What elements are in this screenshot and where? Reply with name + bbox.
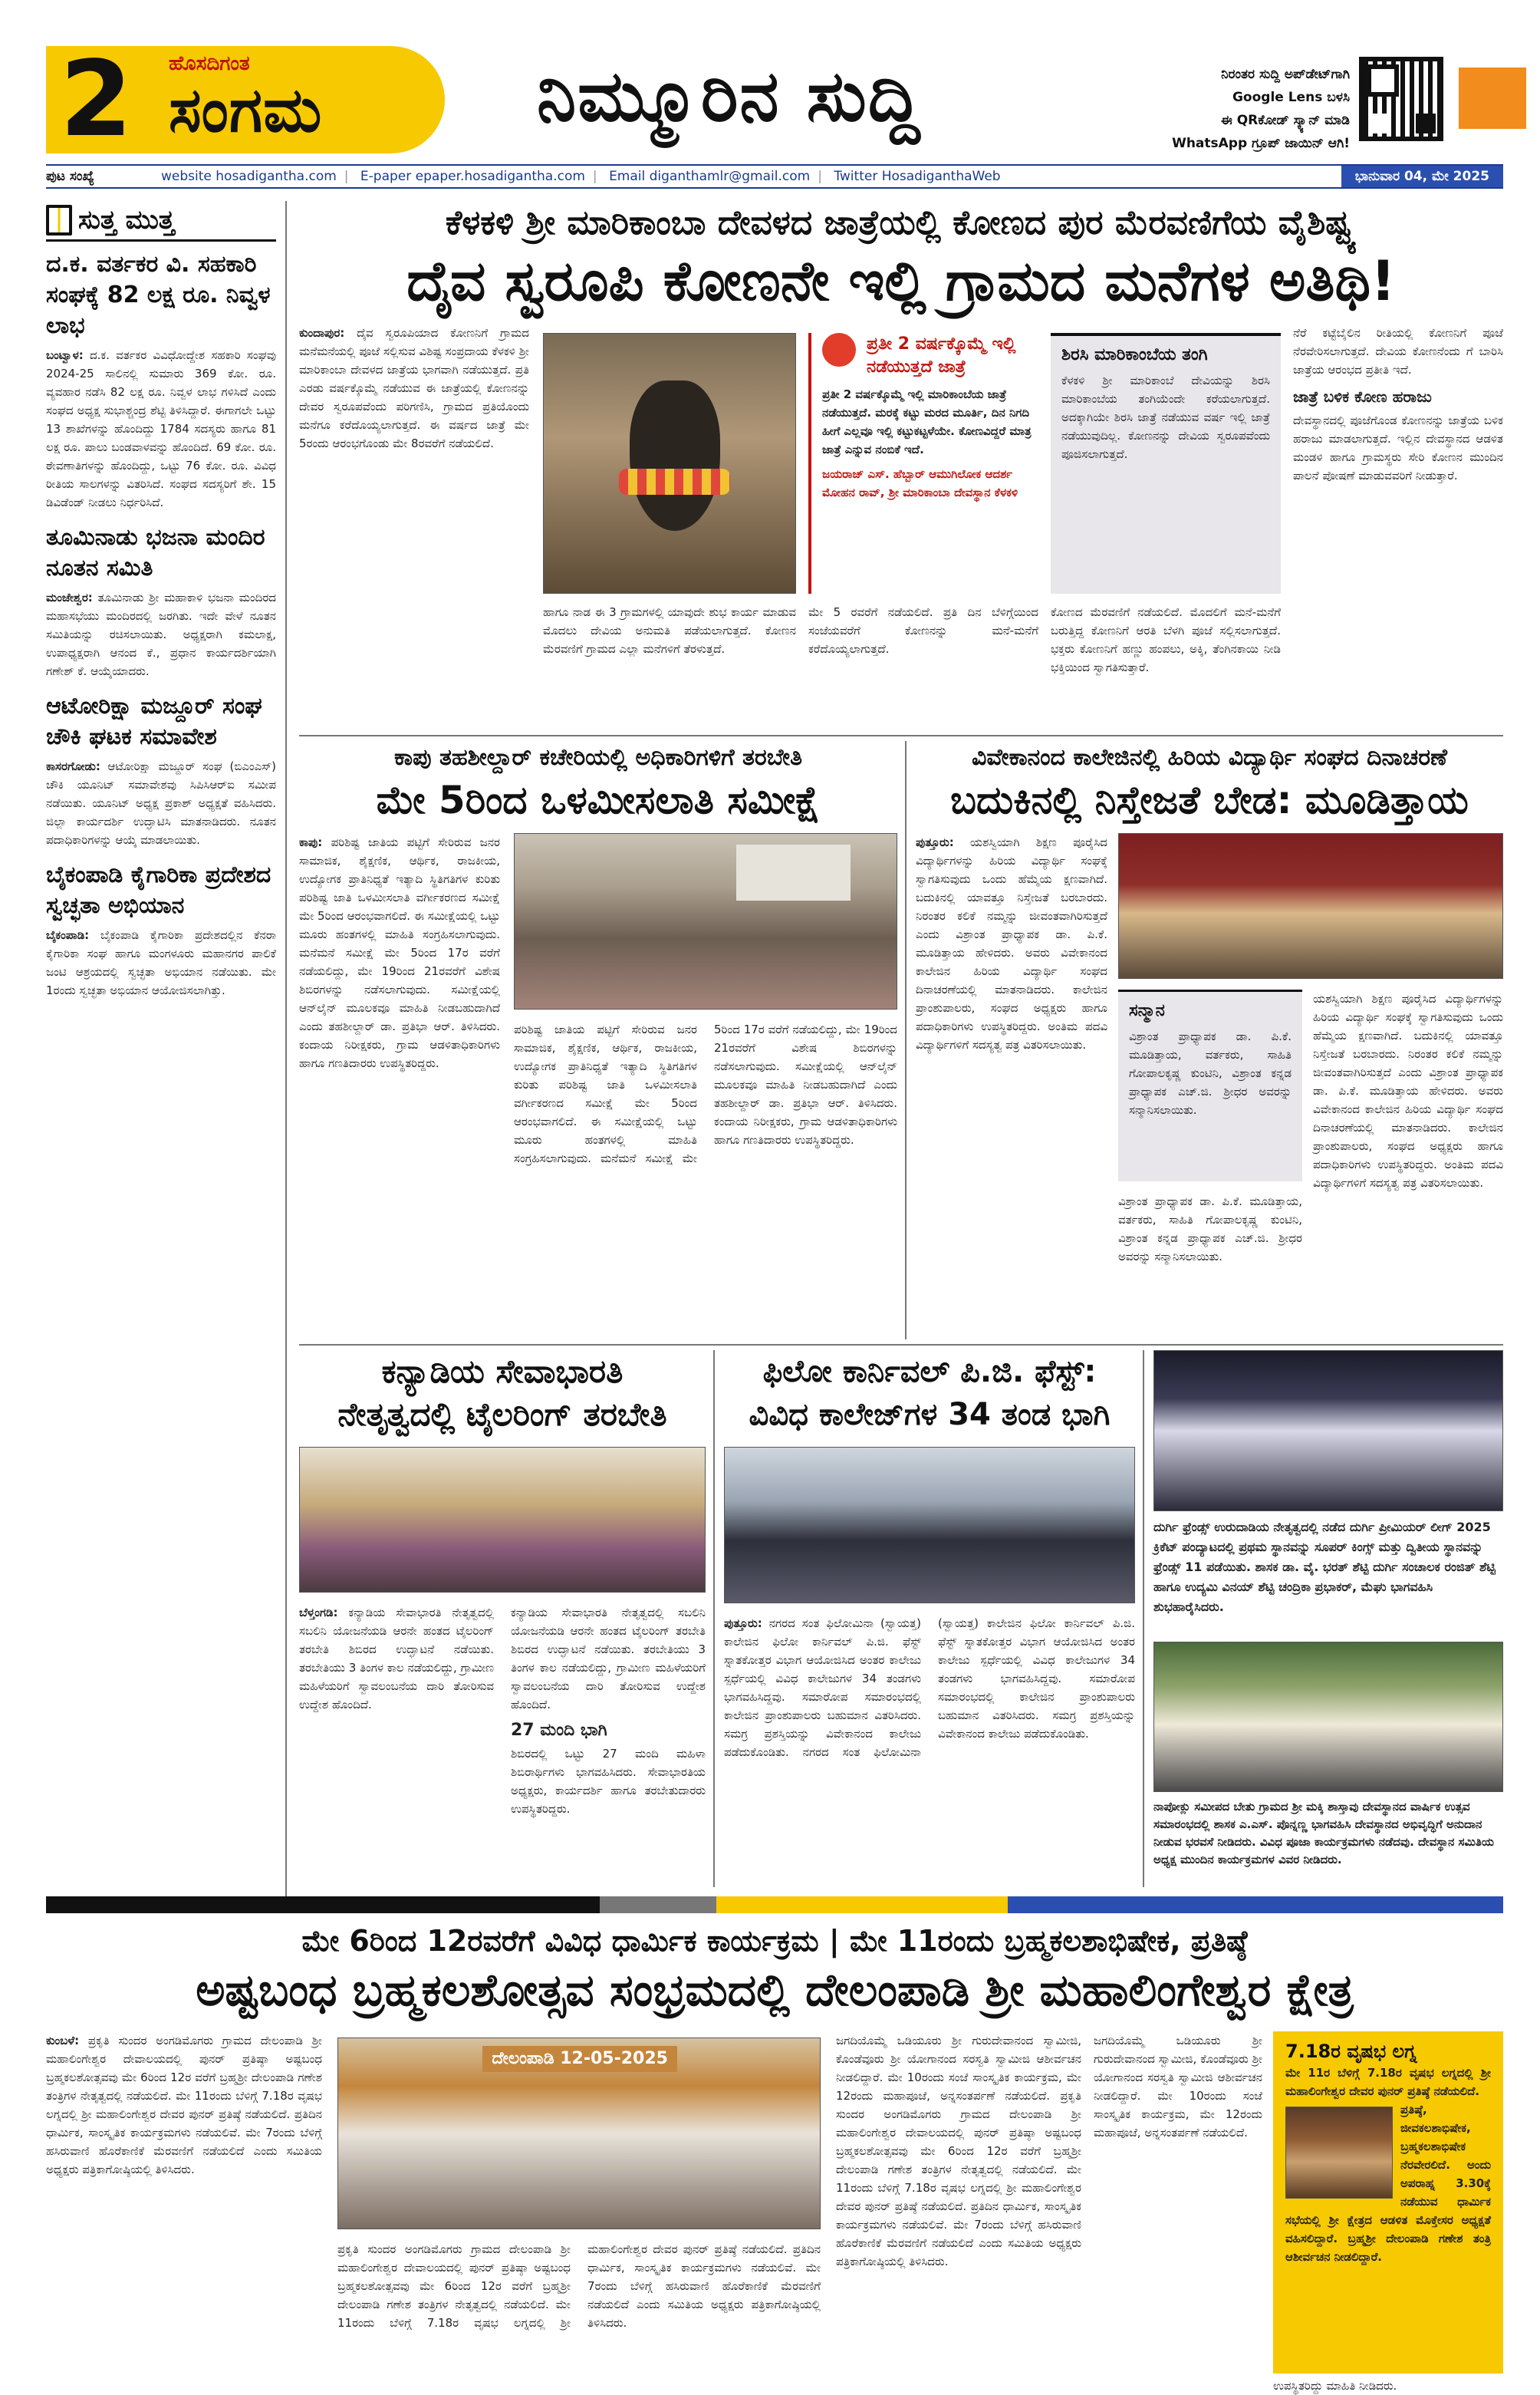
brahmakalasha-body-text-2: ಜಗದಿಯೊಮ್ಮೆ ಒಡಿಯೂರು ಶ್ರೀ ಗುರುದೇವಾನಂದ ಸ್ವಾಮೀಜಿ, ಕೊಂಡೆವೂರು ಶ್ರೀ ಯೋಗಾನಂದ ಸರಸ್ವತಿ ಸ್ವಾಮೀಜಿ ಆಶೀರ್ವಚನ ನೀಡಲಿದ್ದಾರೆ. ಮೇ 10ರಂದು ಸಂಜೆ ಸಾಂಸ್ಕೃತಿಕ ಕಾರ್ಯಕ್ರಮ, ಮೇ 12ರಂದು ಮಹಾಪೂಜೆ, ಅನ್ನಸಂತರ್ಪಣೆ ನಡೆಯಲಿದೆ. xyxy=(836,2034,1081,2103)
kapu-body-text-cont: ಪರಿಶಿಷ್ಟ ಜಾತಿಯ ಪಟ್ಟಿಗೆ ಸೇರಿರುವ ಜನರ ಸಾಮಾಜಿಕ, ಶೈಕ್ಷಣಿಕ, ಆರ್ಥಿಕ, ರಾಜಕೀಯ, ಉದ್ಯೋಗಕ ಪ್ರಾತಿನಿಧ್ಯತೆ ಇತ್ಯಾದಿ ಸ್ಥಿತಿಗತಿಗಳ ಕುರಿತು ಪರಿಶಿಷ್ಟ ಜಾತಿ ಒಳಮೀಸಲಾತಿ ವರ್ಗೀಕರಣದ ಸಮೀಕ್ಷೆ ಮೇ 5ರಿಂದ ಆರಂಭವಾಗಲಿದೆ. ಈ ಸಮೀಕ್ಷೆಯಲ್ಲಿ ಒಟ್ಟು ಮೂರು ಹಂತಗಳಲ್ಲಿ ಮಾಹಿತಿ ಸಂಗ್ರಹಿಸಲಾಗುವುದು. ಮನೆಮನೆ ಸಮೀಕ್ಷೆ ಮೇ 5ರಿಂದ 17ರ ವರೆಗೆ ನಡೆಯಲಿದ್ದು, ಮೇ 19ರಿಂದ 21ರವರೆಗೆ ವಿಶೇಷ ಶಿಬಿರಗಳನ್ನು ನಡೆಸಲಾಗುವುದು. ಸಮೀಕ್ಷೆಯಲ್ಲಿ ಆನ್‌ಲೈನ್ ಮೂಲಕವೂ ಮಾಹಿತಿ ನೀಡಬಹುದಾಗಿದೆ ಎಂದು ತಹಶೀಲ್ದಾರ್ ಡಾ. ಪ್ರತಿಭಾ ಆರ್. ತಿಳಿಸಿದರು. ಕಂದಾಯ ನಿರೀಕ್ಷಕರು, ಗ್ರಾಮ ಆಡಳಿತಾಧಿಕಾರಿಗಳು ಹಾಗೂ ಗಣತಿದಾರರು ಉಪಸ್ಥಿತರಿದ್ದರು. xyxy=(514,1023,897,1165)
vivekananda-kicker: ವಿವೇಕಾನಂದ ಕಾಲೇಜಿನಲ್ಲಿ ಹಿರಿಯ ವಿದ್ಯಾರ್ಥಿ ಸಂಘದ ದಿನಾಚರಣೆ xyxy=(972,744,1447,771)
twitter-link[interactable]: Twitter HosadiganthaWeb xyxy=(834,169,1001,184)
photo-news-column xyxy=(1153,1350,1503,1887)
filo-body-text: ನಗರದ ಸಂತ ಫಿಲೋಮಿನಾ (ಸ್ವಾಯತ್ತ) ಕಾಲೇಜಿನ ಫಿಲೋ ಕಾರ್ನಿವಲ್ ಪಿ.ಜಿ. ಫೆಸ್ಟ್ ಸ್ನಾತಕೋತ್ತರ ವಿಭಾಗ ಆಯೋಜಿಸಿದ ಅಂತರ ಕಾಲೇಜು ಸ್ಪರ್ಧೆಯಲ್ಲಿ ವಿವಿಧ ಕಾಲೇಜುಗಳ 34 ತಂಡಗಳು ಭಾಗವಹಿಸಿದ್ದವು. ಸಮಾರೋಪ ಸಮಾರಂಭದಲ್ಲಿ ಕಾಲೇಜಿನ ಪ್ರಾಂಶುಪಾಲರು ಬಹುಮಾನ ವಿತರಿಸಿದರು. ಸಮಗ್ರ ಪ್ರಶಸ್ತಿಯನ್ನು ವಿವೇಕಾನಂದ ಕಾಲೇಜು ಪಡೆದುಕೊಂಡಿತು. xyxy=(724,1616,921,1759)
tailoring-headline-1[interactable]: ಕನ್ಯಾಡಿಯ ಸೇವಾಭಾರತಿ xyxy=(381,1352,624,1390)
brahmakalasha-kicker: ಮೇ 6ರಿಂದ 12ರವರೆಗೆ ವಿವಿಧ ಧಾರ್ಮಿಕ ಕಾರ್ಯಕ್ರಮ | ಮೇ 11ರಂದು ಬ್ರಹ್ಮಕಲಶಾಭಿಷೇಕ, ಪ್ರತಿಷ್ಠೆ xyxy=(301,1924,1248,1958)
tailoring-body-col-1 xyxy=(299,1603,494,1884)
brahmakalasha-article xyxy=(46,1921,1503,2393)
timing-body: ಮೇ 11ರ ಬೆಳಿಗ್ಗೆ 7.18ರ ವೃಷಭ ಲಗ್ನದಲ್ಲಿ ಶ್ರೀ ಮಹಾಲಿಂಗೇಶ್ವರ ದೇವರ ಪುನರ್ ಪ್ರತಿಷ್ಠೆ ನಡೆಯಲಿದೆ. xyxy=(1285,2066,1491,2098)
students-group-photo xyxy=(724,1447,1135,1603)
masthead xyxy=(46,39,1503,161)
brief-body: ಆಟೋರಿಕ್ಷಾ ಮಜ್ದೂರ್ ಸಂಘ (ಬಿಎಂಎಸ್) ಚೌಕಿ ಯೂನಿಟ್ ಸಮಾವೇಶವು ಸಿಪಿಸಿಆರ್‌ಐ ಸಮೀಪ ನಡೆಯಿತು. ಯೂನಿಟ್ ಅಧ್ಯಕ್ಷ ಪ್ರಕಾಶ್ ಅಧ್ಯಕ್ಷತೆ ವಹಿಸಿದರು. ಜಿಲ್ಲಾ ಕಾರ್ಯದರ್ಶಿ ಉದ್ಘಾಟಿಸಿ ಮಾತನಾಡಿದರು. ನೂತನ ಪದಾಧಿಕಾರಿಗಳನ್ನು ಆಯ್ಕೆ ಮಾಡಲಾಯಿತು. xyxy=(46,759,276,847)
brahmakalasha-body-text-cont: ಪ್ರಕೃತಿ ಸುಂದರ ಅಂಗಡಿಮೊಗರು ಗ್ರಾಮದ ದೇಲಂಪಾಡಿ ಶ್ರೀ ಮಹಾಲಿಂಗೇಶ್ವರ ದೇವಾಲಯದಲ್ಲಿ ಪುನರ್ ಪ್ರತಿಷ್ಠಾ ಅಷ್ಟಬಂಧ ಬ್ರಹ್ಮಕಲಶೋತ್ಸವವು ಮೇ 6ರಿಂದ 12ರ ವರೆಗೆ ಬ್ರಹ್ಮಶ್ರೀ ದೇಲಂಪಾಡಿ ಗಣೇಶ ತಂತ್ರಿಗಳ ನೇತೃತ್ವದಲ್ಲಿ ನಡೆಯಲಿದೆ. ಮೇ 11ರಂದು ಬೆಳಿಗ್ಗೆ 7.18ರ ವೃಷಭ ಲಗ್ನದಲ್ಲಿ ಶ್ರೀ ಮಹಾಲಿಂಗೇಶ್ವರ ದೇವರ ಪುನರ್ ಪ್ರತಿಷ್ಠೆ ನಡೆಯಲಿದೆ. ಪ್ರತಿದಿನ ಧಾರ್ಮಿಕ, ಸಾಂಸ್ಕೃತಿಕ ಕಾರ್ಯಕ್ರಮಗಳು ನಡೆಯಲಿವೆ. ಮೇ 7ರಂದು ಬೆಳಿಗ್ಗೆ ಹಸಿರುವಾಣಿ ಹೊರೆಕಾಣಿಕೆ ಮೆರವಣಿಗೆ ನಡೆಯಲಿದೆ ಎಂದು ಸಮಿತಿಯ ಅಧ್ಯಕ್ಷರು ಪತ್ರಿಕಾಗೋಷ್ಠಿಯಲ್ಲಿ ತಿಳಿಸಿದರು. xyxy=(337,2242,821,2330)
vivekananda-headline[interactable]: ಬದುಕಿನಲ್ಲಿ ನಿಸ್ತೇಜತೆ ಬೇಡ: ಮೂಡಿತ್ತಾಯ xyxy=(950,778,1469,822)
column-divider xyxy=(1143,1350,1144,1887)
brief-item xyxy=(46,249,276,512)
kapu-body-col-1 xyxy=(299,833,500,1332)
felicitation-body: ವಿಶ್ರಾಂತ ಪ್ರಾಧ್ಯಾಪಕ ಡಾ. ಪಿ.ಕೆ. ಮೂಡಿತ್ತಾಯ, ವರ್ತಕರು, ಸಾಹಿತಿ ಗೋಪಾಲಕೃಷ್ಣ ಕುಂಟಿನಿ, ವಿಶ್ರಾಂತ ಕನ್ನಡ ಪ್ರಾಧ್ಯಾಪಕ ಎಚ್.ಜಿ. ಶ್ರೀಧರ ಅವರನ್ನು ಸನ್ಮಾನಿಸಲಾಯಿತು. xyxy=(1129,1029,1292,1117)
epaper-link[interactable]: E-paper epaper.hosadigantha.com xyxy=(360,169,585,184)
qr-note-4: WhatsApp ಗ್ರೂಪ್ ಜಾಯಿನ್ ಆಗಿ! xyxy=(1172,136,1350,151)
cricket-team-photo xyxy=(1153,1350,1503,1511)
section-name: ಸಂಗಮ xyxy=(169,74,323,146)
brahmakalasha-body-text: ಪ್ರಕೃತಿ ಸುಂದರ ಅಂಗಡಿಮೊಗರು ಗ್ರಾಮದ ದೇಲಂಪಾಡಿ ಶ್ರೀ ಮಹಾಲಿಂಗೇಶ್ವರ ದೇವಾಲಯದಲ್ಲಿ ಪುನರ್ ಪ್ರತಿಷ್ಠಾ ಅಷ್ಟಬಂಧ ಬ್ರಹ್ಮಕಲಶೋತ್ಸವವು ಮೇ 6ರಿಂದ 12ರ ವರೆಗೆ ಬ್ರಹ್ಮಶ್ರೀ ದೇಲಂಪಾಡಿ ಗಣೇಶ ತಂತ್ರಿಗಳ ನೇತೃತ್ವದಲ್ಲಿ ನಡೆಯಲಿದೆ. ಮೇ 11ರಂದು ಬೆಳಿಗ್ಗೆ 7.18ರ ವೃಷಭ ಲಗ್ನದಲ್ಲಿ ಶ್ರೀ ಮಹಾಲಿಂಗೇಶ್ವರ ದೇವರ ಪುನರ್ ಪ್ರತಿಷ್ಠೆ ನಡೆಯಲಿದೆ. ಪ್ರತಿದಿನ ಧಾರ್ಮಿಕ, ಸಾಂಸ್ಕೃತಿಕ ಕಾರ್ಯಕ್ರಮಗಳು ನಡೆಯಲಿವೆ. ಮೇ 7ರಂದು ಬೆಳಿಗ್ಗೆ ಹಸಿರುವಾಣಿ ಹೊರೆಕಾಣಿಕೆ ಮೆರವಣಿಗೆ ನಡೆಯಲಿದೆ ಎಂದು ಸಮಿತಿಯ ಅಧ್ಯಕ್ಷರು ಪತ್ರಿಕಾಗೋಷ್ಠಿಯಲ್ಲಿ ತಿಳಿಸಿದರು. xyxy=(46,2034,322,2176)
lead-right-body: ನೆರೆ ಕಟ್ಟೆಬೈಲಿನ ರೀತಿಯಲ್ಲಿ ಕೋಣನಿಗೆ ಪೂಜೆ ನೆರವೇರಿಸಲಾಗುತ್ತದೆ. ದೇವಿಯ ಕೋಣನೆಂದು ಗೆ ಬಾರಿಸಿ ಜಾತ್ರೆಯ ಆರಂಭದ ಪ್ರತೀತಿ ಇದೆ. xyxy=(1293,326,1503,377)
brief-title[interactable]: ದ.ಕ. ವರ್ತಕರ ವಿ. ಸಹಕಾರಿ ಸಂಘಕ್ಕೆ 82 ಲಕ್ಷ ರೂ. ನಿವ್ವಳ ಲಾಭ xyxy=(46,251,271,339)
column-divider xyxy=(713,1350,715,1887)
vivekananda-body-col-3 xyxy=(1313,990,1503,1332)
tailoring-subhead: 27 ಮಂದಿ ಭಾಗಿ xyxy=(511,1721,607,1740)
qr-note-1: ನಿರಂತರ ಸುದ್ದಿ ಅಪ್‌ಡೇಟ್‌ಗಾಗಿ xyxy=(1221,67,1350,82)
masthead-info-bar xyxy=(46,164,1503,189)
lead-right-body-2: ದೇವಸ್ಥಾನದಲ್ಲಿ ಪೂಜೆಗೊಂಡ ಕೋಣನನ್ನು ಜಾತ್ರೆಯ ಬಳಿಕ ಹರಾಜು ಮಾಡಲಾಗುತ್ತದೆ. ಇಲ್ಲಿನ ದೇವಸ್ಥಾನದ ಆಡಳಿತ ಮಂಡಳಿ ಹಾಗೂ ಗ್ರಾಮಸ್ಥರು ಸೇರಿ ಕೋಣನ ಮುಂದಿನ ಪಾಲನೆ ಪೋಷಣೆ ಮಾಡುವವರಿಗೆ ನೀಡುತ್ತಾರೆ. xyxy=(1293,413,1503,483)
alumni-group-photo xyxy=(1118,833,1503,979)
kapu-headline[interactable]: ಮೇ 5ರಿಂದ ಒಳಮೀಸಲಾತಿ ಸಮೀಕ್ಷೆ xyxy=(376,778,821,822)
qr-note-2: Google Lens ಬಳಸಿ xyxy=(1232,90,1350,105)
lead-kicker: ಕೆಳಕಳಿ ಶ್ರೀ ಮಾರಿಕಾಂಬಾ ದೇವಳದ ಜಾತ್ರೆಯಲ್ಲಿ ಕೋಣದ ಪುರ ಮೆರವಣಿಗೆಯ ವೈಶಿಷ್ಟ್ಯ xyxy=(445,203,1357,242)
email-link[interactable]: Email diganthamlr@gmail.com xyxy=(609,169,811,184)
sidebar-body: ಕೆಳಕಳಿ ಶ್ರೀ ಮಾರಿಕಾಂಬೆ ದೇವಿಯನ್ನು ಶಿರಸಿ ಮಾರಿಕಾಂಬೆಯ ತಂಗಿಯೆಂದೇ ಕರೆಯಲಾಗುತ್ತದೆ. ಅದಕ್ಕಾಗಿಯೇ ಶಿರಸಿ ಜಾತ್ರೆ ನಡೆಯುವ ವರ್ಷ ಇಲ್ಲಿ ಜಾತ್ರೆ ನಡೆಯುವುದಿಲ್ಲ. ಕೋಣನನ್ನು ದೇವಿಯ ಸ್ವರೂಪವೆಂದು ಪೂಜಿಸಲಾಗುತ್ತದೆ. xyxy=(1061,374,1270,461)
book-icon xyxy=(46,205,72,236)
filo-dateline: ಪುತ್ತೂರು: xyxy=(724,1616,762,1630)
section-stripe-divider xyxy=(46,1896,1503,1913)
brief-title[interactable]: ಬೈಕಂಪಾಡಿ ಕೈಗಾರಿಕಾ ಪ್ರದೇಶದ ಸ್ವಚ್ಛತಾ ಅಭಿಯಾನ xyxy=(46,861,271,919)
kapu-body-text: ಪರಿಶಿಷ್ಟ ಜಾತಿಯ ಪಟ್ಟಿಗೆ ಸೇರಿರುವ ಜನರ ಸಾಮಾಜಿಕ, ಶೈಕ್ಷಣಿಕ, ಆರ್ಥಿಕ, ರಾಜಕೀಯ, ಉದ್ಯೋಗಕ ಪ್ರಾತಿನಿಧ್ಯತೆ ಇತ್ಯಾದಿ ಸ್ಥಿತಿಗತಿಗಳ ಕುರಿತು ಪರಿಶಿಷ್ಟ ಜಾತಿ ಒಳಮೀಸಲಾತಿ ವರ್ಗೀಕರಣದ ಸಮೀಕ್ಷೆ ಮೇ 5ರಿಂದ ಆರಂಭವಾಗಲಿದೆ. ಈ ಸಮೀಕ್ಷೆಯಲ್ಲಿ ಒಟ್ಟು ಮೂರು ಹಂತಗಳಲ್ಲಿ ಮಾಹಿತಿ ಸಂಗ್ರಹಿಸಲಾಗುವುದು. ಮನೆಮನೆ ಸಮೀಕ್ಷೆ ಮೇ 5ರಿಂದ 17ರ ವರೆಗೆ ನಡೆಯಲಿದ್ದು, ಮೇ 19ರಿಂದ 21ರವರೆಗೆ ವಿಶೇಷ ಶಿಬಿರಗಳನ್ನು ನಡೆಸಲಾಗುವುದು. ಸಮೀಕ್ಷೆಯಲ್ಲಿ ಆನ್‌ಲೈನ್ ಮೂಲಕವೂ ಮಾಹಿತಿ ನೀಡಬಹುದಾಗಿದೆ ಎಂದು ತಹಶೀಲ್ದಾರ್ ಡಾ. ಪ್ರತಿಭಾ ಆರ್. ತಿಳಿಸಿದರು. ಕಂದಾಯ ನಿರೀಕ್ಷಕರು, ಗ್ರಾಮ ಆಡಳಿತಾಧಿಕಾರಿಗಳು ಹಾಗೂ ಗಣತಿದಾರರು ಉಪಸ್ಥಿತರಿದ್ದರು. xyxy=(299,835,500,1070)
brahmakalasha-footnote: ಉಪಸ್ಥಿತರಿದ್ದು ಮಾಹಿತಿ ನೀಡಿದರು. xyxy=(1273,2379,1397,2393)
filo-body-text-cont: ನಗರದ ಸಂತ ಫಿಲೋಮಿನಾ (ಸ್ವಾಯತ್ತ) ಕಾಲೇಜಿನ ಫಿಲೋ ಕಾರ್ನಿವಲ್ ಪಿ.ಜಿ. ಫೆಸ್ಟ್ ಸ್ನಾತಕೋತ್ತರ ವಿಭಾಗ ಆಯೋಜಿಸಿದ ಅಂತರ ಕಾಲೇಜು ಸ್ಪರ್ಧೆಯಲ್ಲಿ ವಿವಿಧ ಕಾಲೇಜುಗಳ 34 ತಂಡಗಳು ಭಾಗವಹಿಸಿದ್ದವು. ಸಮಾರೋಪ ಸಮಾರಂಭದಲ್ಲಿ ಕಾಲೇಜಿನ ಪ್ರಾಂಶುಪಾಲರು ಬಹುಮಾನ ವಿತರಿಸಿದರು. ಸಮಗ್ರ ಪ್ರಶಸ್ತಿಯನ್ನು ವಿವೇಕಾನಂದ ಕಾಲೇಜು ಪಡೆದುಕೊಂಡಿತು. xyxy=(802,1616,1135,1759)
section-label-sutta-mutta: ಸುತ್ತ ಮುತ್ತ xyxy=(46,201,276,242)
lead-body-text-4: ಕೋಣದ ಮೆರವಣಿಗೆ ನಡೆಯಲಿದೆ. ಮೊದಲಿಗೆ ಮನೆ-ಮನೆಗೆ ಬರುತ್ತಿದ್ದ ಕೋಣನಿಗೆ ಆರತಿ ಬೆಳಗಿ ಪೂಜೆ ಸಲ್ಲಿಸಲಾಗುತ್ತದೆ. ಭಕ್ತರು ಕೋಣನಿಗೆ ಹಣ್ಣು ಹಂಪಲು, ಅಕ್ಕಿ, ತೆಂಗಿನಕಾಯಿ ನೀಡಿ ಭಕ್ತಿಯಿಂದ ಸ್ವಾಗತಿಸುತ್ತಾರೆ. xyxy=(1051,605,1281,674)
page-number: 2 xyxy=(60,39,133,160)
press-meet-photo xyxy=(337,2038,821,2229)
qr-instructions xyxy=(1150,63,1350,155)
brief-item xyxy=(46,860,276,1000)
brahmakalasha-body-col-3 xyxy=(836,2031,1081,2374)
brahmakalasha-body-text-3: ಪ್ರಕೃತಿ ಸುಂದರ ಅಂಗಡಿಮೊಗರು ಗ್ರಾಮದ ದೇಲಂಪಾಡಿ ಶ್ರೀ ಮಹಾಲಿಂಗೇಶ್ವರ ದೇವಾಲಯದಲ್ಲಿ ಪುನರ್ ಪ್ರತಿಷ್ಠಾ ಅಷ್ಟಬಂಧ ಬ್ರಹ್ಮಕಲಶೋತ್ಸವವು ಮೇ 6ರಿಂದ 12ರ ವರೆಗೆ ಬ್ರಹ್ಮಶ್ರೀ ದೇಲಂಪಾಡಿ ಗಣೇಶ ತಂತ್ರಿಗಳ ನೇತೃತ್ವದಲ್ಲಿ ನಡೆಯಲಿದೆ. ಮೇ 11ರಂದು ಬೆಳಿಗ್ಗೆ 7.18ರ ವೃಷಭ ಲಗ್ನದಲ್ಲಿ ಶ್ರೀ ಮಹಾಲಿಂಗೇಶ್ವರ ದೇವರ ಪುನರ್ ಪ್ರತಿಷ್ಠೆ ನಡೆಯಲಿದೆ. ಪ್ರತಿದಿನ ಧಾರ್ಮಿಕ, ಸಾಂಸ್ಕೃತಿಕ ಕಾರ್ಯಕ್ರಮಗಳು ನಡೆಯಲಿವೆ. ಮೇ 7ರಂದು ಬೆಳಿಗ್ಗೆ ಹಸಿರುವಾಣಿ ಹೊರೆಕಾಣಿಕೆ ಮೆರವಣಿಗೆ ನಡೆಯಲಿದೆ ಎಂದು ಸಮಿತಿಯ ಅಧ್ಯಕ್ಷರು ಪತ್ರಿಕಾಗೋಷ್ಠಿಯಲ್ಲಿ ತಿಳಿಸಿದರು. xyxy=(836,2089,1081,2268)
felicitation-title: ಸನ್ಮಾನ xyxy=(1129,1001,1165,1020)
gray-sidebar-box xyxy=(1051,333,1281,594)
lead-body-col-5 xyxy=(1293,324,1503,723)
filo-body xyxy=(724,1614,1135,1884)
timing-body-2: ಪ್ರತಿಷ್ಠೆ, ಜೀವಕಲಶಾಭಿಷೇಕ, ಬ್ರಹ್ಮಕಲಶಾಭಿಷೇಕ ನೆರವೇರಲಿದೆ. ಅಂದು ಅಪರಾಹ್ನ 3.30ಕ್ಕೆ ನಡೆಯುವ ಧಾರ್ಮಿಕ ಸಭೆಯಲ್ಲಿ ಶ್ರೀ ಕ್ಷೇತ್ರದ ಆಡಳಿತ ಮೊಕ್ತೇಸರ ಅಧ್ಯಕ್ಷತೆ ವಹಿಸಲಿದ್ದಾರೆ. ಬ್ರಹ್ಮಶ್ರೀ ದೇಲಂಪಾಡಿ ಗಣೇಶ ತಂತ್ರಿ ಆಶೀರ್ವಚನ ನೀಡಲಿದ್ದಾರೆ. xyxy=(1285,2103,1491,2264)
brand-name: ಹೊಸದಿಗಂತ xyxy=(169,52,250,75)
tailoring-article xyxy=(299,1350,706,1887)
brahmakalasha-headline[interactable]: ಅಷ್ಟಬಂಧ ಬ್ರಹ್ಮಕಲಶೋತ್ಸವ ಸಂಭ್ರಮದಲ್ಲಿ ದೇಲಂಪಾಡಿ ಶ್ರೀ ಮಹಾಲಿಂಗೇಶ್ವರ ಕ್ಷೇತ್ರ xyxy=(196,1964,1354,2016)
tailoring-body-text-cont: ಕನ್ಯಾಡಿಯ ಸೇವಾಭಾರತಿ ನೇತೃತ್ವದಲ್ಲಿ ಸಬಲಿನಿ ಯೋಜನೆಯಡಿ ಆರನೇ ಹಂತದ ಟೈಲರಿಂಗ್ ತರಬೇತಿ ಶಿಬಿರದ ಉದ್ಘಾಟನೆ ನಡೆಯಿತು. ತರಬೇತಿಯು 3 ತಿಂಗಳ ಕಾಲ ನಡೆಯಲಿದ್ದು, ಗ್ರಾಮೀಣ ಮಹಿಳೆಯರಿಗೆ ಸ್ವಾವಲಂಬನೆಯ ದಾರಿ ತೋರಿಸುವ ಉದ್ದೇಶ ಹೊಂದಿದೆ. xyxy=(511,1606,706,1711)
filo-headline-2[interactable]: ವಿವಿಧ ಕಾಲೇಜ್‌ಗಳ 34 ತಂಡ ಭಾಗಿ xyxy=(749,1397,1111,1432)
vivekananda-article xyxy=(916,741,1503,1339)
training-hall-photo xyxy=(514,833,897,1010)
temple-shrine-photo xyxy=(1285,2107,1393,2199)
vivekananda-body-text-2: ವಿಶ್ರಾಂತ ಪ್ರಾಧ್ಯಾಪಕ ಡಾ. ಪಿ.ಕೆ. ಮೂಡಿತ್ತಾಯ, ವರ್ತಕರು, ಸಾಹಿತಿ ಗೋಪಾಲಕೃಷ್ಣ ಕುಂಟಿನಿ, ವಿಶ್ರಾಂತ ಕನ್ನಡ ಪ್ರಾಧ್ಯಾಪಕ ಎಚ್.ಜಿ. ಶ್ರೀಧರ ಅವರನ್ನು ಸನ್ಮಾನಿಸಲಾಯಿತು. xyxy=(1118,1194,1302,1263)
brief-title[interactable]: ಆಟೋರಿಕ್ಷಾ ಮಜ್ದೂರ್ ಸಂಘ ಚೌಕಿ ಘಟಕ ಸಮಾವೇಶ xyxy=(46,693,262,750)
brahmakalasha-body-under-photo xyxy=(337,2240,821,2374)
brahmakalasha-dateline: ಕುಂಬಳೆ: xyxy=(46,2034,80,2047)
tailoring-body-col-2 xyxy=(511,1603,706,1884)
lead-body-text-2: ಹಾಗೂ ನಾಡ ಈ 3 ಗ್ರಾಮಗಳಲ್ಲಿ ಯಾವುದೇ ಶುಭ ಕಾರ್ಯ ಮಾಡುವ ಮೊದಲು ದೇವಿಯ ಅನುಮತಿ ಪಡೆಯಲಾಗುತ್ತದೆ. ಕೋಣನ ಮೆರವಣಿಗೆ ಗ್ರಾಮದ ಎಲ್ಲಾ ಮನೆಗಳಿಗೆ ತೆರಳುತ್ತದೆ. xyxy=(543,605,796,656)
qr-code-icon[interactable] xyxy=(1359,57,1443,141)
timing-highlight-box xyxy=(1273,2031,1503,2374)
brahmakalasha-body-col-4 xyxy=(1094,2031,1262,2374)
buffalo-photo xyxy=(543,333,796,594)
temple-gathering-photo xyxy=(1153,1642,1503,1792)
filo-carnival-article xyxy=(724,1350,1135,1887)
red-callout-box xyxy=(808,333,1038,594)
timing-title: 7.18ರ ವೃಷಭ ಲಗ್ನ xyxy=(1285,2041,1417,2062)
kapu-body-cols xyxy=(514,1020,897,1332)
lead-body-col-3 xyxy=(808,603,1038,726)
vivekananda-dateline: ಪುತ್ತೂರು: xyxy=(916,835,954,849)
vivekananda-body-text: ಯಶಸ್ವಿಯಾಗಿ ಶಿಕ್ಷಣ ಪೂರೈಸಿದ ವಿದ್ಯಾರ್ಥಿಗಳನ್ನು ಹಿರಿಯ ವಿದ್ಯಾರ್ಥಿ ಸಂಘಕ್ಕೆ ಸ್ವಾಗತಿಸುವುದು ಒಂದು ಹೆಮ್ಮೆಯ ಕ್ಷಣವಾಗಿದೆ. ಬದುಕಿನಲ್ಲಿ ಯಾವತ್ತೂ ನಿಸ್ತೇಜತೆ ಬರಬಾರದು. ನಿರಂತರ ಕಲಿಕೆ ನಮ್ಮನ್ನು ಜೀವಂತವಾಗಿರಿಸುತ್ತದೆ ಎಂದು ವಿಶ್ರಾಂತ ಪ್ರಾಧ್ಯಾಪಕ ಡಾ. ಪಿ.ಕೆ. ಮೂಡಿತ್ತಾಯ ಹೇಳಿದರು. ಅವರು ವಿವೇಕಾನಂದ ಕಾಲೇಜಿನ ಹಿರಿಯ ವಿದ್ಯಾರ್ಥಿ ಸಂಘದ ದಿನಾಚರಣೆಯಲ್ಲಿ ಮಾತನಾಡಿದರು. ಕಾಲೇಜಿನ ಪ್ರಾಂಶುಪಾಲರು, ಸಂಘದ ಅಧ್ಯಕ್ಷರು ಹಾಗೂ ಪದಾಧಿಕಾರಿಗಳು ಉಪಸ್ಥಿತರಿದ್ದರು. ಅಂತಿಮ ಪದವಿ ವಿದ್ಯಾರ್ಥಿಗಳಿಗೆ ಸದಸ್ಯತ್ವ ಪತ್ರ ವಿತರಿಸಲಾಯಿತು. xyxy=(916,835,1107,1052)
website-link[interactable]: website hosadigantha.com xyxy=(161,169,337,184)
brief-body: ತೂಮಿನಾಡು ಶ್ರೀ ಮಹಾಕಾಳಿ ಭಜನಾ ಮಂದಿರದ ಮಹಾಸಭೆಯು ಮಂದಿರದಲ್ಲಿ ಜರಗಿತು. ಇದೇ ವೇಳೆ ನೂತನ ಸಮಿತಿಯನ್ನು ರಚಿಸಲಾಯಿತು. ಅಧ್ಯಕ್ಷರಾಗಿ ಕಮಲಾಕ್ಷ, ಉಪಾಧ್ಯಕ್ಷರಾಗಿ ಆನಂದ ಕೆ., ಪ್ರಧಾನ ಕಾರ್ಯದರ್ಶಿಯಾಗಿ ಗಣೇಶ್ ಕೆ. ಆಯ್ಕೆಯಾದರು. xyxy=(46,591,276,678)
tailoring-dateline: ಬೆಳ್ತಂಗಡಿ: xyxy=(299,1606,338,1619)
vivekananda-body-col-2 xyxy=(1118,1192,1302,1332)
lead-headline[interactable]: ದೈವ ಸ್ವರೂಪಿ ಕೋಣನೇ ಇಲ್ಲಿ ಗ್ರಾಮದ ಮನೆಗಳ ಅತಿಥಿ! xyxy=(406,249,1396,313)
tailoring-stage-photo xyxy=(299,1447,706,1593)
lead-right-subhead: ಜಾತ್ರೆ ಬಳಿಕ ಕೋಣ ಹರಾಜು xyxy=(1293,387,1432,406)
tailoring-headline-2[interactable]: ನೇತೃತ್ವದಲ್ಲಿ ಟೈಲರಿಂಗ್ ತರಬೇತಿ xyxy=(337,1395,667,1433)
column-divider xyxy=(905,741,907,1339)
tailoring-body-text-2: ಶಿಬಿರದಲ್ಲಿ ಒಟ್ಟು 27 ಮಂದಿ ಮಹಿಳಾ ಶಿಬಿರಾರ್ಥಿಗಳು ಭಾಗವಹಿಸಿದರು. ಸೇವಾಭಾರತಿಯ ಅಧ್ಯಕ್ಷರು, ಕಾರ್ಯದರ್ಶಿ ಹಾಗೂ ತರಬೇತುದಾರರು ಉಪಸ್ಥಿತರಿದ್ದರು. xyxy=(511,1747,706,1816)
brief-dateline: ಕಾಸರಗೋಡು: xyxy=(46,759,100,773)
brief-dateline: ಬೈಕಂಪಾಡಿ: xyxy=(46,928,90,942)
callout-author: ಜಯರಾಜ್ ಎಸ್. ಹೆಬ್ಬಾರ್ ಆಮುಗಿಲೋಕ ಆದರ್ಶ ಮೋಹನ ರಾವ್, ಶ್ರೀ ಮಾರಿಕಾಂಬಾ ದೇವಸ್ಥಾನ ಕೆಳಕಳಿ xyxy=(822,467,1018,499)
brief-title[interactable]: ತೂಮಿನಾಡು ಭಜನಾ ಮಂದಿರ ನೂತನ ಸಮಿತಿ xyxy=(46,524,265,581)
banner-text: ದೇಲಂಪಾಡಿ 12-05-2025 xyxy=(482,2046,677,2072)
page-label: ಪುಟ ಸಂಖ್ಯೆ xyxy=(46,169,94,184)
lead-body-text: ದೈವ ಸ್ವರೂಪಿಯಾದ ಕೋಣನಿಗೆ ಗ್ರಾಮದ ಮನೆಮನೆಯಲ್ಲಿ ಪೂಜೆ ಸಲ್ಲಿಸುವ ವಿಶಿಷ್ಟ ಸಂಪ್ರದಾಯ ಕೆಳಕಳಿ ಶ್ರೀ ಮಾರಿಕಾಂಬಾ ದೇವಳದ ಜಾತ್ರೆಯ ಭಾಗವಾಗಿ ನಡೆಯುತ್ತದೆ. ಪ್ರತಿ ಎರಡು ವರ್ಷಕ್ಕೊಮ್ಮೆ ನಡೆಯುವ ಈ ಜಾತ್ರೆಯಲ್ಲಿ ಕೋಣನನ್ನು ದೇವರ ಸ್ವರೂಪವೆಂದು ಪರಿಗಣಿಸಿ, ಗ್ರಾಮದ ಪ್ರತಿಯೊಂದು ಮನೆಗೂ ಕರೆದೊಯ್ಯಲಾಗುತ್ತದೆ. ಈ ವರ್ಷದ ಜಾತ್ರೆ ಮೇ 5ರಂದು ಆರಂಭಗೊಂಡು ಮೇ 8ರವರೆಗೆ ನಡೆಯಲಿದೆ. xyxy=(299,326,529,450)
column-divider xyxy=(285,201,287,1896)
vivekananda-body-text-cont: ಯಶಸ್ವಿಯಾಗಿ ಶಿಕ್ಷಣ ಪೂರೈಸಿದ ವಿದ್ಯಾರ್ಥಿಗಳನ್ನು ಹಿರಿಯ ವಿದ್ಯಾರ್ಥಿ ಸಂಘಕ್ಕೆ ಸ್ವಾಗತಿಸುವುದು ಒಂದು ಹೆಮ್ಮೆಯ ಕ್ಷಣವಾಗಿದೆ. ಬದುಕಿನಲ್ಲಿ ಯಾವತ್ತೂ ನಿಸ್ತೇಜತೆ ಬರಬಾರದು. ನಿರಂತರ ಕಲಿಕೆ ನಮ್ಮನ್ನು ಜೀವಂತವಾಗಿರಿಸುತ್ತದೆ ಎಂದು ವಿಶ್ರಾಂತ ಪ್ರಾಧ್ಯಾಪಕ ಡಾ. ಪಿ.ಕೆ. ಮೂಡಿತ್ತಾಯ ಹೇಳಿದರು. ಅವರು ವಿವೇಕಾನಂದ ಕಾಲೇಜಿನ ಹಿರಿಯ ವಿದ್ಯಾರ್ಥಿ ಸಂಘದ ದಿನಾಚರಣೆಯಲ್ಲಿ ಮಾತನಾಡಿದರು. ಕಾಲೇಜಿನ ಪ್ರಾಂಶುಪಾಲರು, ಸಂಘದ ಅಧ್ಯಕ್ಷರು ಹಾಗೂ ಪದಾಧಿಕಾರಿಗಳು ಉಪಸ್ಥಿತರಿದ್ದರು. ಅಂತಿಮ ಪದವಿ ವಿದ್ಯಾರ್ಥಿಗಳಿಗೆ ಸದಸ್ಯತ್ವ ಪತ್ರ ವಿತರಿಸಲಾಯಿತು. xyxy=(1313,992,1503,1190)
vivekananda-body-col-1 xyxy=(916,833,1107,1332)
orange-tab-decoration xyxy=(1459,68,1526,129)
lead-article xyxy=(299,201,1503,730)
kapu-article xyxy=(299,741,897,1339)
tailoring-body-text: ಕನ್ಯಾಡಿಯ ಸೇವಾಭಾರತಿ ನೇತೃತ್ವದಲ್ಲಿ ಸಬಲಿನಿ ಯೋಜನೆಯಡಿ ಆರನೇ ಹಂತದ ಟೈಲರಿಂಗ್ ತರಬೇತಿ ಶಿಬಿರದ ಉದ್ಘಾಟನೆ ನಡೆಯಿತು. ತರಬೇತಿಯು 3 ತಿಂಗಳ ಕಾಲ ನಡೆಯಲಿದ್ದು, ಗ್ರಾಮೀಣ ಮಹಿಳೆಯರಿಗೆ ಸ್ವಾವಲಂಬನೆಯ ದಾರಿ ತೋರಿಸುವ ಉದ್ದೇಶ ಹೊಂದಿದೆ. xyxy=(299,1606,494,1711)
kapu-kicker: ಕಾಪು ತಹಶೀಲ್ದಾರ್ ಕಚೇರಿಯಲ್ಲಿ ಅಧಿಕಾರಿಗಳಿಗೆ ತರಬೇತಿ xyxy=(394,744,802,771)
lead-body-col-4 xyxy=(1051,603,1281,726)
red-dot-icon xyxy=(822,333,856,367)
brahmakalasha-body-col-1 xyxy=(46,2031,322,2374)
callout-body: ಪ್ರತೀ 2 ವರ್ಷಕ್ಕೊಮ್ಮೆ ಇಲ್ಲಿ ಮಾರಿಕಾಂಬೆಯ ಜಾತ್ರೆ ನಡೆಯುತ್ತದೆ. ಮರಕ್ಕೆ ಕಟ್ಟು ಮರದ ಮೂರ್ತಿ, ದಿನ ನಿಗದಿ ಹೀಗೆ ಎಲ್ಲವೂ ಇಲ್ಲಿ ಕಟ್ಟುಕಟ್ಟಳೆಯೇ. ಕೋಣವಿದ್ದರೆ ಮಾತ್ರ ಜಾತ್ರೆ ಎನ್ನುವ ನಂಬಿಕೆ ಇದೆ. xyxy=(822,387,1032,456)
row-divider xyxy=(299,1344,1503,1346)
lead-body-col-1 xyxy=(299,324,529,723)
brief-dateline: ಬಂಟ್ವಾಳ: xyxy=(46,348,84,362)
lead-dateline: ಕುಂದಾಪುರ: xyxy=(299,326,345,340)
temple-caption: ನಾಪೋಕ್ಲು ಸಮೀಪದ ಬೇತು ಗ್ರಾಮದ ಶ್ರೀ ಮಕ್ಕಿ ಶಾಸ್ತಾವು ದೇವಸ್ಥಾನದ ವಾರ್ಷಿಕ ಉತ್ಸವ ಸಮಾರಂಭದಲ್ಲಿ ಶಾಸಕ ಎ.ಎಸ್. ಪೊನ್ನಣ್ಣ ಭಾಗವಹಿಸಿ ದೇವಸ್ಥಾನದ ಅಭಿವೃದ್ಧಿಗೆ ಅನುದಾನ ನೀಡುವ ಭರವಸೆ ನೀಡಿದರು. ವಿವಿಧ ಪೂಜಾ ಕಾರ್ಯಕ್ರಮಗಳು ನಡೆದವು. ದೇವಸ್ಥಾನ ಸಮಿತಿಯ ಅಧ್ಯಕ್ಷ ಮುಂದಿನ ಕಾರ್ಯಕ್ರಮಗಳ ವಿವರ ನೀಡಿದರು. xyxy=(1153,1800,1494,1866)
brief-body: ದ.ಕ. ವರ್ತಕರ ವಿವಿಧೋದ್ದೇಶ ಸಹಕಾರಿ ಸಂಘವು 2024-25 ಸಾಲಿನಲ್ಲಿ ಸುಮಾರು 369 ಕೋ. ರೂ. ವ್ಯವಹಾರ ನಡೆಸಿ 82 ಲಕ್ಷ ರೂ. ನಿವ್ವಳ ಲಾಭ ಗಳಿಸಿದೆ ಎಂದು ಸಂಘದ ಅಧ್ಯಕ್ಷ ಸುಭಾಶ್ಚಂದ್ರ ಶೆಟ್ಟಿ ತಿಳಿಸಿದ್ದಾರೆ. ಈಗಾಗಲೇ ಒಟ್ಟು 13 ಶಾಖೆಗಳನ್ನು ಹೊಂದಿದ್ದು 1784 ಸದಸ್ಯರು ಹಾಗೂ 81 ಲಕ್ಷ ರೂ. ಪಾಲು ಬಂಡವಾಳವನ್ನು ಹೊಂದಿದೆ. 69 ಕೋ. ರೂ. ಠೇವಣಾತಿಗಳನ್ನು ಹೊಂದಿದ್ದು, ಒಟ್ಟು 76 ಕೋ. ರೂ. ವಿವಿಧ ರೀತಿಯ ಸಾಲಗಳನ್ನು ವಿತರಿಸಿದೆ. ಸಂಘದ ಸದಸ್ಯರಿಗೆ ಶೇ. 15 ಡಿವಿಡೆಂಡ್ ನೀಡಲು ನಿರ್ಧರಿಸಿದೆ. xyxy=(46,348,276,509)
kapu-dateline: ಕಾಪು: xyxy=(299,835,323,849)
brahmakalasha-body-text-4: ಜಗದಿಯೊಮ್ಮೆ ಒಡಿಯೂರು ಶ್ರೀ ಗುರುದೇವಾನಂದ ಸ್ವಾಮೀಜಿ, ಕೊಂಡೆವೂರು ಶ್ರೀ ಯೋಗಾನಂದ ಸರಸ್ವತಿ ಸ್ವಾಮೀಜಿ ಆಶೀರ್ವಚನ ನೀಡಲಿದ್ದಾರೆ. ಮೇ 10ರಂದು ಸಂಜೆ ಸಾಂಸ್ಕೃತಿಕ ಕಾರ್ಯಕ್ರಮ, ಮೇ 12ರಂದು ಮಹಾಪೂಜೆ, ಅನ್ನಸಂತರ್ಪಣೆ ನಡೆಯಲಿದೆ. xyxy=(1094,2034,1262,2140)
brief-item xyxy=(46,691,276,849)
row-divider xyxy=(299,735,1503,736)
lead-body-text-3: ಮೇ 5 ರವರೆಗೆ ನಡೆಯಲಿದೆ. ಪ್ರತಿ ದಿನ ಬೆಳಿಗ್ಗೆಯಿಂದ ಸಂಜೆಯವರೆಗೆ ಕೋಣನನ್ನು ಮನೆ-ಮನೆಗೆ ಕರೆದೊಯ್ಯಲಾಗುತ್ತದೆ. xyxy=(808,605,1038,656)
qr-note-3: ಈ QRಕೋಡ್ ಸ್ಕ್ಯಾನ್ ಮಾಡಿ xyxy=(1221,113,1350,128)
brief-item xyxy=(46,522,276,680)
sidebar-title: ಶಿರಸಿ ಮಾರಿಕಾಂಬೆಯ ತಂಗಿ xyxy=(1061,345,1208,364)
page-title: ನಿಮ್ಮೂರಿನ ಸುದ್ದಿ xyxy=(537,55,922,137)
brief-body: ಬೈಕಂಪಾಡಿ ಕೈಗಾರಿಕಾ ಪ್ರದೇಶದಲ್ಲಿನ ಕೆನರಾ ಕೈಗಾರಿಕಾ ಸಂಘ ಹಾಗೂ ಮಂಗಳೂರು ಮಹಾನಗರ ಪಾಲಿಕೆ ಜಂಟಿ ಆಶ್ರಯದಲ್ಲಿ ಸ್ವಚ್ಛತಾ ಅಭಿಯಾನ ನಡೆಯಿತು. ಮೇ 1ರಂದು ಸ್ವಚ್ಛತಾ ಅಭಿಯಾನ ಆಯೋಜಿಸಲಾಗಿತ್ತು. xyxy=(46,928,276,997)
felicitation-box xyxy=(1118,990,1302,1181)
callout-title: ಪ್ರತೀ 2 ವರ್ಷಕ್ಕೊಮ್ಮೆ ಇಲ್ಲಿ ನಡೆಯುತ್ತದೆ ಜಾತ್ರೆ xyxy=(867,334,1016,377)
lead-body-col-2 xyxy=(543,603,796,726)
brief-dateline: ಮಂಜೇಶ್ವರ: xyxy=(46,591,93,605)
cricket-caption: ದುರ್ಗಿ ಫ್ರೆಂಡ್ಸ್ ಉರುದಾಡಿಯ ನೇತೃತ್ವದಲ್ಲಿ ನಡೆದ ದುರ್ಗಿ ಪ್ರೀಮಿಯರ್ ಲೀಗ್ 2025 ಕ್ರಿಕೆಟ್ ಪಂದ್ಯಾಟದಲ್ಲಿ ಪ್ರಥಮ ಸ್ಥಾನವನ್ನು ಸೂಪರ್ ಕಿಂಗ್ಸ್ ಮತ್ತು ದ್ವಿತೀಯ ಸ್ಥಾನವನ್ನು ಫ್ರೆಂಡ್ಸ್ 11 ಪಡೆಯಿತು. ಶಾಸಕ ಡಾ. ವೈ. ಭರತ್ ಶೆಟ್ಟಿ ದುರ್ಗಿ ಸಂಚಾಲಕ ರಂಜಿತ್ ಶೆಟ್ಟಿ ಹಾಗೂ ಉದ್ಯಮಿ ವಿನಯ್ ಶೆಟ್ಟಿ ಚಂದ್ರಿಕಾ ಪ್ರಭಾಕರ್, ಮೆಘು ಭಾಗವಹಿಸಿ ಶುಭಹಾರೈಸಿದರು. xyxy=(1153,1520,1496,1614)
filo-headline-1[interactable]: ಫಿಲೋ ಕಾರ್ನಿವಲ್ ಪಿ.ಜಿ. ಫೆಸ್ಟ್: xyxy=(762,1354,1097,1389)
issue-date: ಭಾನುವಾರ 04, ಮೇ 2025 xyxy=(1341,166,1503,187)
contact-links: website hosadigantha.com | E-paper epaper.hosadigantha.com | Email diganthamlr@gmail.com | Twitter HosadiganthaWeb xyxy=(161,169,1001,184)
